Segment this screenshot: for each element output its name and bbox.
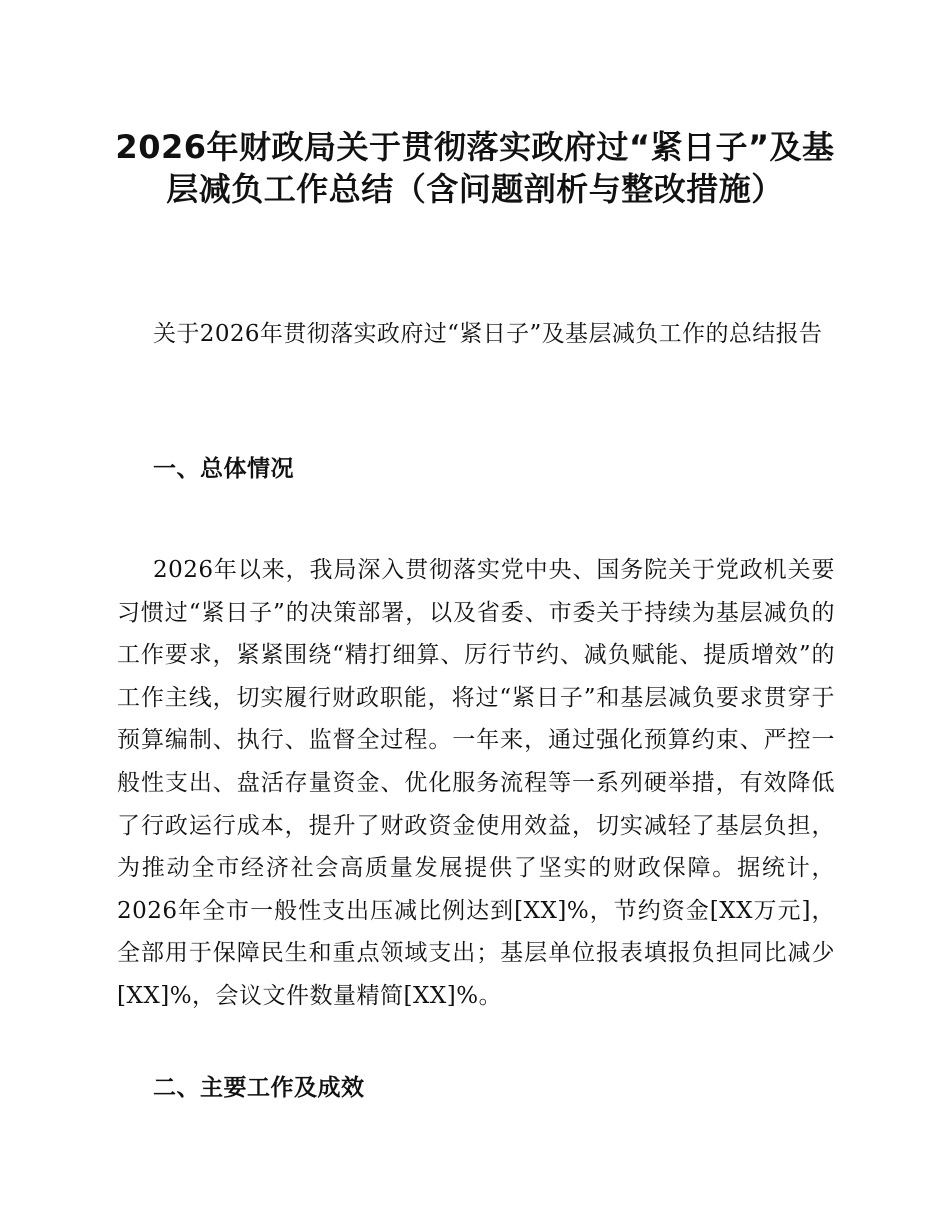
section-heading-main-work: 二、主要工作及成效 <box>153 1074 365 1101</box>
section-heading-overall: 一、总体情况 <box>153 455 294 482</box>
report-subtitle: 关于2026年贯彻落实政府过“紧日子”及基层减负工作的总结报告 <box>153 321 823 347</box>
document-title: 2026年财政局关于贯彻落实政府过“紧日子”及基层减负工作总结（含问题剖析与整改措施） <box>115 128 835 208</box>
section-paragraph-overall: 2026年以来，我局深入贯彻落实党中央、国务院关于党政机关要习惯过“紧日子”的决策部署，以及省委、市委关于持续为基层减负的工作要求，紧紧围绕“精打细算、厉行节约、减负赋能、提质增效”的工作主线，切实履行财政职能，将过“紧日子”和基层减负要求贯穿于预算编制、执行、监督全过程。一年来，通过强化预算约束、严控一般性支出、盘活存量资金、优化服务流程等一系列硬举措，有效降低了行政运行成本，提升了财政资金使用效益，切实减轻了基层负担，为推动全市经济社会高质量发展提供了坚实的财政保障。据统计，2026年全市一般性支出压减比例达到[XX]%，节约资金[XX万元]，全部用于保障民生和重点领域支出；基层单位报表填报负担同比减少[XX]%，会议文件数量精简[XX]%。 <box>117 557 835 1009</box>
